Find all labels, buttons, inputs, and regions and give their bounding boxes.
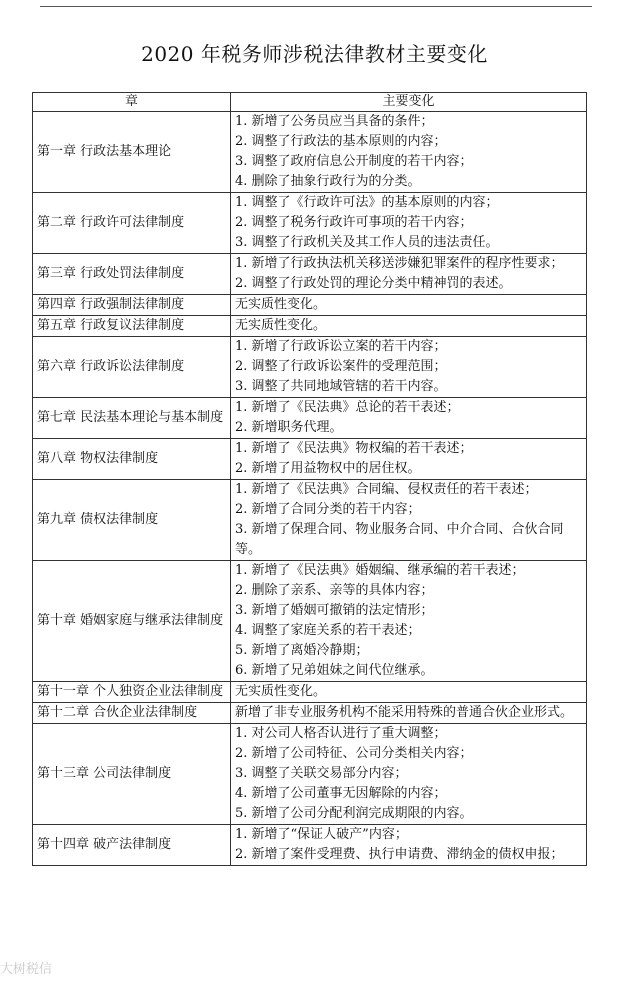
chapter-cell: 第三章 行政处罚法律制度 <box>33 254 231 295</box>
header-chapter: 章 <box>33 93 231 112</box>
changes-cell <box>231 825 587 866</box>
change-item: 2. 新增了合同分类的若干内容； <box>235 502 421 517</box>
chapter-cell: 第十二章 合伙企业法律制度 <box>33 703 231 724</box>
page-title: 2020 年税务师涉税法律教材主要变化 <box>141 42 488 66</box>
change-item: 1. 新增了《民法典》物权编的若干表述； <box>235 441 473 456</box>
header-changes: 主要变化 <box>231 93 587 112</box>
changes-cell <box>231 112 587 193</box>
change-item: 2. 删除了亲系、亲等的具体内容； <box>235 583 434 598</box>
chapter-cell: 第六章 行政诉讼法律制度 <box>33 337 231 398</box>
change-item: 2. 调整了税务行政许可事项的若干内容； <box>235 215 473 230</box>
change-item: 无实质性变化。 <box>235 297 327 312</box>
change-item: 2. 新增了用益物权中的居住权。 <box>235 461 421 476</box>
table-header-row <box>33 93 587 112</box>
table-row <box>33 724 587 825</box>
change-item: 3. 新增了婚姻可撤销的法定情形； <box>235 603 434 618</box>
changes-cell <box>231 316 587 337</box>
change-item: 1. 新增了《民法典》总论的若干表述； <box>235 400 460 415</box>
change-item: 3. 新增了保理合同、物业服务合同、中介合同、合伙合同等。 <box>235 522 564 557</box>
top-rule <box>40 6 592 7</box>
chapter-cell: 第五章 行政复议法律制度 <box>33 316 231 337</box>
change-item: 2. 调整了行政诉讼案件的受理范围； <box>235 359 447 374</box>
changes-cell <box>231 398 587 439</box>
table-row <box>33 439 587 480</box>
change-item: 1. 新增了《民法典》婚姻编、继承编的若干表述； <box>235 563 525 578</box>
watermark-text: 大树税信 <box>0 962 53 977</box>
table-row <box>33 398 587 439</box>
change-item: 1. 新增了《民法典》合同编、侵权责任的若干表述； <box>235 482 538 497</box>
table-row <box>33 254 587 295</box>
changes-table <box>32 92 587 866</box>
change-item: 2. 新增了公司特征、公司分类相关内容； <box>235 746 473 761</box>
table-row <box>33 112 587 193</box>
change-item: 1. 新增了行政执法机关移送涉嫌犯罪案件的程序性要求； <box>235 256 564 271</box>
change-item: 无实质性变化。 <box>235 318 327 333</box>
changes-cell <box>231 724 587 825</box>
change-item: 3. 调整了行政机关及其工作人员的违法责任。 <box>235 235 499 250</box>
change-item: 新增了非专业服务机构不能采用特殊的普通合伙企业形式。 <box>235 705 574 720</box>
table-row <box>33 682 587 703</box>
table-row <box>33 561 587 682</box>
chapter-cell: 第九章 债权法律制度 <box>33 480 231 561</box>
change-item: 2. 调整了行政处罚的理论分类中精神罚的表述。 <box>235 276 512 291</box>
change-item: 1. 新增了“保证人破产”内容； <box>235 827 408 842</box>
table-row <box>33 193 587 254</box>
change-item: 1. 对公司人格否认进行了重大调整； <box>235 726 447 741</box>
change-item: 4. 新增了公司董事无因解除的内容； <box>235 786 447 801</box>
chapter-cell: 第十四章 破产法律制度 <box>33 825 231 866</box>
changes-cell <box>231 682 587 703</box>
change-item: 4. 删除了抽象行政行为的分类。 <box>235 174 421 189</box>
changes-cell <box>231 337 587 398</box>
table-row <box>33 703 587 724</box>
change-item: 2. 新增职务代理。 <box>235 420 343 435</box>
changes-cell <box>231 561 587 682</box>
changes-cell <box>231 703 587 724</box>
chapter-cell: 第十三章 公司法律制度 <box>33 724 231 825</box>
change-item: 1. 调整了《行政许可法》的基本原则的内容； <box>235 195 499 210</box>
changes-cell <box>231 480 587 561</box>
chapter-cell: 第一章 行政法基本理论 <box>33 112 231 193</box>
change-item: 3. 调整了关联交易部分内容； <box>235 766 408 781</box>
table-row <box>33 316 587 337</box>
table-row <box>33 337 587 398</box>
change-item: 3. 调整了政府信息公开制度的若干内容； <box>235 154 473 169</box>
table-row <box>33 295 587 316</box>
table-row <box>33 825 587 866</box>
chapter-cell: 第八章 物权法律制度 <box>33 439 231 480</box>
chapter-cell: 第二章 行政许可法律制度 <box>33 193 231 254</box>
change-item: 4. 调整了家庭关系的若干表述； <box>235 623 421 638</box>
change-item: 1. 新增了公务员应当具备的条件； <box>235 114 434 129</box>
changes-cell <box>231 295 587 316</box>
table-row <box>33 480 587 561</box>
chapter-cell: 第七章 民法基本理论与基本制度 <box>33 398 231 439</box>
change-item: 2. 调整了行政法的基本原则的内容； <box>235 134 447 149</box>
change-item: 6. 新增了兄弟姐妹之间代位继承。 <box>235 663 434 678</box>
change-item: 1. 新增了行政诉讼立案的若干内容； <box>235 339 447 354</box>
change-item: 2. 新增了案件受理费、执行申请费、滞纳金的债权申报； <box>235 847 564 862</box>
change-item: 3. 调整了共同地域管辖的若干内容。 <box>235 379 447 394</box>
changes-cell <box>231 439 587 480</box>
chapter-cell: 第十一章 个人独资企业法律制度 <box>33 682 231 703</box>
change-item: 5. 新增了公司分配利润完成期限的内容。 <box>235 806 473 821</box>
chapter-cell: 第十章 婚姻家庭与继承法律制度 <box>33 561 231 682</box>
change-item: 5. 新增了离婚冷静期； <box>235 643 369 658</box>
chapter-cell: 第四章 行政强制法律制度 <box>33 295 231 316</box>
changes-cell <box>231 254 587 295</box>
changes-cell <box>231 193 587 254</box>
change-item: 无实质性变化。 <box>235 684 327 699</box>
